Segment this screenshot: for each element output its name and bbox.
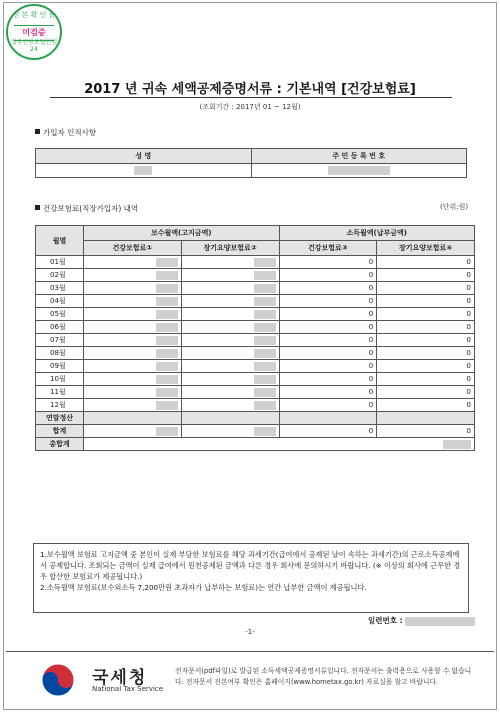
month-label: 10월 [36,373,84,386]
month-row [36,269,475,282]
long-term-care-4-header: 장기요양보험료④ [377,241,475,256]
month-header: 월별 [36,226,84,256]
long-term-care-2-value [181,282,279,295]
long-term-care-2-value [181,295,279,308]
stamp-bottom-text: 정부민원포털민원24 [10,39,58,53]
health-insurance-3-value: 0 [279,386,377,399]
health-insurance-3-value: 0 [279,295,377,308]
long-term-care-2-value [181,386,279,399]
document-title: 2017 년 귀속 세액공제증명서류 : 기본내역 [건강보험료] [84,82,416,97]
annual-settlement-label: 연말정산 [36,412,84,425]
unit-label: (단위:원) [440,203,469,211]
note-1: 1.보수월액 보험료 고지금액 중 본인이 실제 부담한 보험료를 해당 과세기간(급여에서 공제된 날이 속하는 과세기간)의 근로소득공제에서 공제합니다. 조회되는 금액이 실제 급여에서 원천공제된 금액과 다른 경우 회사에 문의하시기 바랍니다. (※ 이상의 회사에 근무한 경우 합산한 보험료가 제공됩니다.) [40,550,461,581]
health-insurance-1-value [83,334,181,347]
inquiry-period: (조회기간 : 2017년 01 ~ 12월) [199,103,301,111]
month-label: 09월 [36,360,84,373]
long-term-care-4-value: 0 [377,295,475,308]
month-row [36,386,475,399]
month-rows [36,256,475,412]
nts-logo-icon [40,662,76,698]
long-term-care-2-value [181,399,279,412]
month-row [36,256,475,269]
long-term-care-4-value: 0 [377,321,475,334]
sum-value-1 [83,425,181,438]
health-insurance-1-value [83,269,181,282]
note-2: 2.소득월액 보험료(보수외소득 7,200만원 초과자가 납부하는 보험료)는 연간 납부한 금액이 제공됩니다. [40,583,367,592]
long-term-care-4-value: 0 [377,269,475,282]
health-insurance-1-value [83,373,181,386]
insurance-table [35,225,475,451]
grand-total-label: 총합계 [36,438,84,451]
org-name: 국세청 [92,668,148,688]
health-insurance-3-value: 0 [279,360,377,373]
health-insurance-1-value [83,256,181,269]
long-term-care-2-value [181,269,279,282]
month-label: 01월 [36,256,84,269]
month-row [36,282,475,295]
name-value [36,164,252,178]
month-label: 08월 [36,347,84,360]
long-term-care-4-value: 0 [377,386,475,399]
sum-value-2 [181,425,279,438]
month-label: 04월 [36,295,84,308]
long-term-care-4-value: 0 [377,399,475,412]
health-insurance-1-value [83,308,181,321]
month-row [36,295,475,308]
health-insurance-1-value [83,282,181,295]
section-personal-label: 가입자 인적사항 [35,127,96,138]
health-insurance-3-header: 건강보험료③ [279,241,377,256]
month-row [36,334,475,347]
long-term-care-2-value [181,373,279,386]
personal-info-table [35,148,467,178]
long-term-care-4-value: 0 [377,373,475,386]
month-label: 07월 [36,334,84,347]
health-insurance-1-value [83,295,181,308]
health-insurance-3-value: 0 [279,256,377,269]
long-term-care-2-value [181,308,279,321]
month-label: 03월 [36,282,84,295]
health-insurance-3-value: 0 [279,269,377,282]
long-term-care-2-value [181,321,279,334]
long-term-care-2-header: 장기요양보험료② [181,241,279,256]
month-label: 12월 [36,399,84,412]
id-value [251,164,467,178]
notes-box [33,543,469,613]
verification-stamp [6,4,62,60]
health-insurance-3-value: 0 [279,334,377,347]
long-term-care-4-value: 0 [377,282,475,295]
square-bullet-icon [35,129,40,134]
long-term-care-4-value: 0 [377,334,475,347]
month-label: 11월 [36,386,84,399]
health-insurance-3-value: 0 [279,282,377,295]
square-bullet-icon [35,205,40,210]
grand-total-value [83,438,474,451]
health-insurance-1-value [83,360,181,373]
sum-value-4: 0 [377,425,475,438]
month-row [36,399,475,412]
stamp-top-text: 진 본 확 인 용 [12,11,56,19]
month-row [36,308,475,321]
month-label: 05월 [36,308,84,321]
health-insurance-3-value: 0 [279,308,377,321]
health-insurance-3-value: 0 [279,373,377,386]
month-row [36,347,475,360]
long-term-care-2-value [181,360,279,373]
name-header: 성 명 [36,149,252,164]
month-label: 02월 [36,269,84,282]
section-insurance-label: 건강보험료(직장가입자) 내역 [35,203,138,214]
health-insurance-1-value [83,321,181,334]
health-insurance-3-value: 0 [279,321,377,334]
long-term-care-4-value: 0 [377,360,475,373]
health-insurance-1-header: 건강보험료① [83,241,181,256]
footer-note: 전자문서(pdf파일)로 발급된 소득세액공제증명서류입니다. 전자문서는 출력용으로 사용할 수 없습니다. 전자문서 진본여부 확인은 홈페이지(www.hometax.go.kr) 자료실을 참고 바랍니다. [175,667,472,686]
month-label: 06월 [36,321,84,334]
sum-value-3: 0 [279,425,377,438]
org-name-en: National Tax Service [92,685,164,693]
health-insurance-1-value [83,347,181,360]
serial-number: 일련번호 : [368,615,475,626]
footer-divider [6,651,494,652]
paid-group-header: 보수월액(고지금액) [83,226,279,241]
health-insurance-3-value: 0 [279,399,377,412]
long-term-care-2-value [181,334,279,347]
health-insurance-1-value [83,386,181,399]
sum-label: 합계 [36,425,84,438]
long-term-care-4-value: 0 [377,347,475,360]
title-divider [50,97,452,98]
month-row [36,321,475,334]
long-term-care-4-value: 0 [377,256,475,269]
page-number: -1- [245,628,255,636]
health-insurance-1-value [83,399,181,412]
long-term-care-2-value [181,347,279,360]
month-row [36,373,475,386]
long-term-care-2-value [181,256,279,269]
id-header: 주 민 등 록 번 호 [251,149,467,164]
long-term-care-4-value: 0 [377,308,475,321]
health-insurance-3-value: 0 [279,347,377,360]
month-row [36,360,475,373]
stamp-center-text: 미검증 [14,25,54,41]
income-group-header: 소득월액(납부금액) [279,226,475,241]
